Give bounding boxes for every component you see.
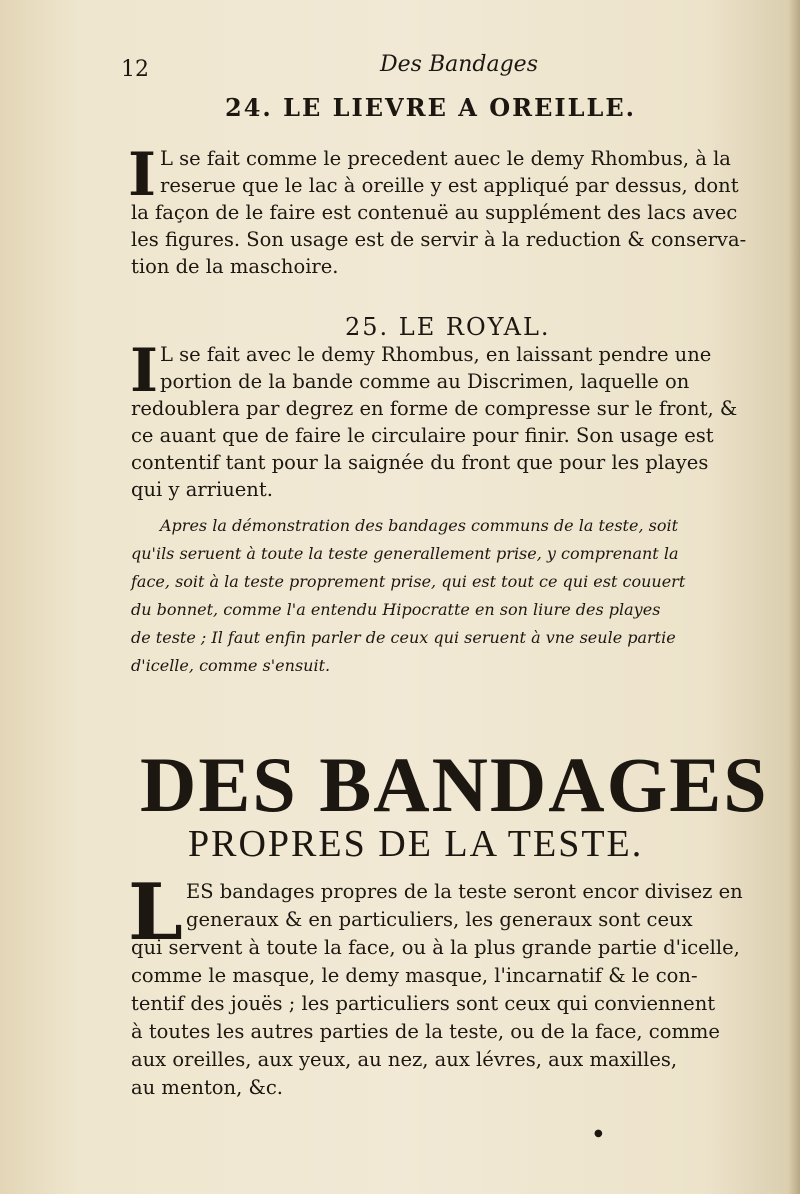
italic-line: d'icelle, comme s'ensuit. — [131, 656, 331, 675]
text-line: aux oreilles, aux yeux, au nez, aux lévres, aux maxilles, — [131, 1048, 678, 1071]
section-heading-25: 25. LE ROYAL. — [345, 313, 551, 341]
text-line: portion de la bande comme au Discrimen, laquelle on — [160, 370, 690, 393]
text-line: generaux & en particuliers, les generaux sont ceux — [186, 908, 693, 931]
page-edge-shadow — [788, 0, 800, 1194]
text-line: redoublera par degrez en forme de compresse sur le front, & — [131, 397, 738, 420]
running-title: Des Bandages — [380, 52, 538, 77]
text-line: les figures. Son usage est de servir à la reduction & conserva- — [131, 228, 747, 251]
italic-line: face, soit à la teste proprement prise, qui est tout ce qui est couuert — [131, 572, 686, 591]
chapter-title: DES BANDAGES — [140, 741, 769, 828]
drop-cap: I — [130, 336, 159, 406]
text-line: L se fait comme le precedent auec le demy Rhombus, à la — [160, 147, 731, 170]
page-number: 12 — [121, 57, 149, 82]
drop-cap: L — [128, 867, 183, 958]
text-line: à toutes les autres parties de la teste, ou de la face, comme — [131, 1020, 720, 1043]
text-line: qui y arriuent. — [131, 478, 273, 501]
text-line: au menton, &c. — [131, 1076, 283, 1099]
italic-line: Apres la démonstration des bandages communs de la teste, soit — [160, 516, 679, 535]
chapter-subtitle: PROPRES DE LA TESTE. — [188, 823, 644, 865]
text-line: comme le masque, le demy masque, l'incarnatif & le con- — [131, 964, 698, 987]
italic-line: du bonnet, comme l'a entendu Hipocratte en son liure des playes — [131, 600, 661, 619]
text-line: ES bandages propres de la teste seront encor divisez en — [186, 880, 743, 903]
text-line: ce auant que de faire le circulaire pour finir. Son usage est — [131, 424, 714, 447]
drop-cap: I — [128, 140, 157, 210]
text-line: reserue que le lac à oreille y est appliqué par dessus, dont — [160, 174, 739, 197]
text-line: tion de la maschoire. — [131, 255, 339, 278]
printer-dot: ● — [594, 1128, 603, 1139]
section-heading-24: 24. LE LIEVRE A OREILLE. — [225, 93, 636, 122]
text-line: contentif tant pour la saignée du front que pour les playes — [131, 451, 709, 474]
text-line: qui servent à toute la face, ou à la plus grande partie d'icelle, — [131, 936, 740, 959]
text-line: L se fait avec le demy Rhombus, en laissant pendre une — [160, 343, 712, 366]
italic-line: qu'ils seruent à toute la teste generallement prise, y comprenant la — [131, 544, 679, 563]
italic-line: de teste ; Il faut enfin parler de ceux qui seruent à vne seule partie — [131, 628, 676, 647]
text-line: tentif des jouës ; les particuliers sont ceux qui conviennent — [131, 992, 716, 1015]
text-line: la façon de le faire est contenuë au supplément des lacs avec — [131, 201, 738, 224]
